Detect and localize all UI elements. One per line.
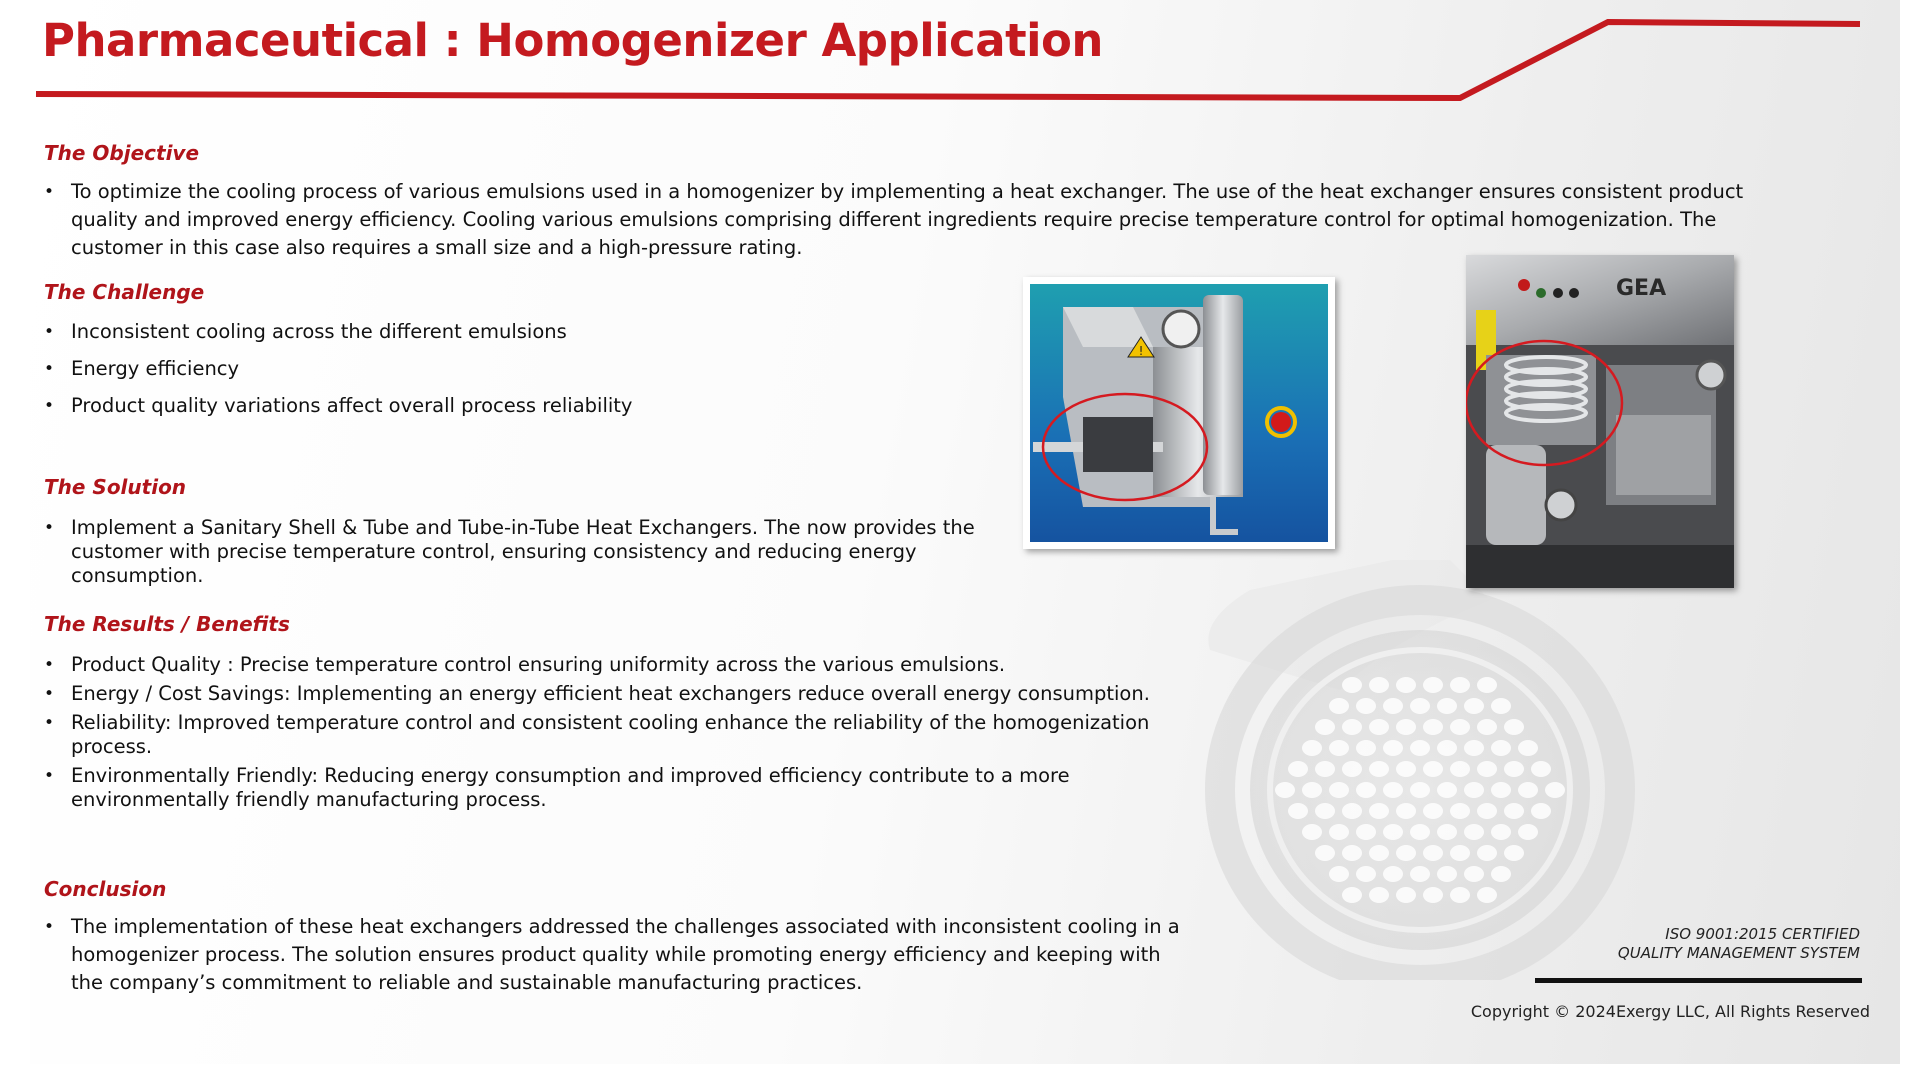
- results-bullet: • Energy / Cost Savings: Implementing an energy efficient heat exchangers reduce overall energy consumption.: [44, 682, 1164, 706]
- tube-hole: [1288, 761, 1308, 777]
- tube-hole: [1423, 761, 1443, 777]
- objective-heading: The Objective: [44, 141, 200, 165]
- tube-hole: [1464, 740, 1484, 756]
- tube-hole: [1450, 761, 1470, 777]
- solution-list: [44, 516, 1029, 588]
- tube-hole: [1356, 866, 1376, 882]
- tube-hole: [1329, 824, 1349, 840]
- tube-hole: [1423, 887, 1443, 903]
- tube-hole: [1369, 677, 1389, 693]
- tube-hole: [1423, 803, 1443, 819]
- tube-hole: [1477, 803, 1497, 819]
- tube-hole: [1491, 782, 1511, 798]
- tube-hole: [1518, 782, 1538, 798]
- tube-hole: [1491, 866, 1511, 882]
- challenge-list: [44, 318, 944, 420]
- solution-heading: The Solution: [44, 475, 187, 499]
- tube-hole: [1356, 740, 1376, 756]
- tube-hole: [1504, 761, 1524, 777]
- page-title: Pharmaceutical : Homogenizer Application: [42, 14, 1103, 67]
- tube-hole: [1437, 824, 1457, 840]
- tube-hole: [1342, 845, 1362, 861]
- gea-homogenizer-photo: [1466, 255, 1734, 588]
- tube-hole: [1437, 698, 1457, 714]
- tube-hole: [1369, 803, 1389, 819]
- challenge-bullet: • Product quality variations affect overall process reliability: [44, 392, 944, 420]
- tube-hole: [1369, 845, 1389, 861]
- results-list: [44, 653, 1164, 812]
- tube-hole: [1477, 887, 1497, 903]
- tube-hole: [1464, 698, 1484, 714]
- conclusion-list: [44, 913, 1184, 997]
- challenge-bullet: • Energy efficiency: [44, 355, 944, 383]
- tube-hole: [1369, 719, 1389, 735]
- challenge-bullet: • Inconsistent cooling across the different emulsions: [44, 318, 944, 346]
- tube-hole: [1504, 719, 1524, 735]
- tube-hole: [1302, 740, 1322, 756]
- tube-hole: [1410, 740, 1430, 756]
- tube-hole: [1396, 803, 1416, 819]
- footer-divider: [1535, 978, 1862, 983]
- gea-homogenizer-illustration: [1466, 255, 1734, 588]
- tube-hole: [1329, 866, 1349, 882]
- cert-line-2: QUALITY MANAGEMENT SYSTEM: [1617, 944, 1860, 962]
- tube-hole: [1396, 719, 1416, 735]
- tube-hole: [1410, 866, 1430, 882]
- tube-hole: [1342, 677, 1362, 693]
- tube-hole: [1410, 698, 1430, 714]
- solution-bullet: • Implement a Sanitary Shell & Tube and Tube-in-Tube Heat Exchangers. The now provides the customer with precise temperature control, ensuring consistency and reducing energy consumption.: [44, 516, 1029, 588]
- tube-hole: [1383, 698, 1403, 714]
- tube-hole: [1504, 845, 1524, 861]
- tube-hole: [1342, 887, 1362, 903]
- tube-hole: [1356, 824, 1376, 840]
- tube-hole: [1464, 782, 1484, 798]
- tube-hole: [1423, 845, 1443, 861]
- tube-hole: [1356, 782, 1376, 798]
- tube-hole: [1315, 761, 1335, 777]
- tube-hole: [1504, 803, 1524, 819]
- tube-hole: [1518, 824, 1538, 840]
- tube-hole: [1423, 719, 1443, 735]
- tube-hole: [1477, 845, 1497, 861]
- tube-hole: [1342, 719, 1362, 735]
- tube-hole: [1275, 782, 1295, 798]
- tube-hole: [1491, 824, 1511, 840]
- tube-hole: [1545, 782, 1565, 798]
- tube-hole: [1410, 824, 1430, 840]
- tube-hole: [1302, 782, 1322, 798]
- tube-hole: [1450, 719, 1470, 735]
- tube-hole: [1450, 887, 1470, 903]
- tube-hole: [1423, 677, 1443, 693]
- tube-hole: [1315, 803, 1335, 819]
- tube-hole: [1464, 866, 1484, 882]
- tube-hole: [1356, 698, 1376, 714]
- challenge-heading: The Challenge: [44, 280, 205, 304]
- results-bullet: • Product Quality : Precise temperature control ensuring uniformity across the various emulsions.: [44, 653, 1164, 677]
- tube-hole: [1302, 824, 1322, 840]
- objective-bullet: • To optimize the cooling process of various emulsions used in a homogenizer by implementing a heat exchanger. The use of the heat exchanger ensures consistent product quality and improved energy efficiency. Cooling various emulsions comprising different ingredients require precise temperature control for optimal homogenization. The customer in this case also requires a small size and a high-pressure rating.: [44, 178, 1784, 262]
- tube-hole: [1396, 887, 1416, 903]
- tube-hole: [1464, 824, 1484, 840]
- objective-list: [44, 178, 1784, 262]
- tube-hole: [1315, 719, 1335, 735]
- tube-hole: [1437, 740, 1457, 756]
- cert-line-1: ISO 9001:2015 CERTIFIED: [1665, 925, 1860, 943]
- tube-hole: [1437, 782, 1457, 798]
- copyright-notice: Copyright © 2024Exergy LLC, All Rights Reserved: [1470, 1002, 1870, 1021]
- tube-hole: [1329, 782, 1349, 798]
- tube-hole: [1342, 803, 1362, 819]
- tube-hole: [1450, 677, 1470, 693]
- tube-hole: [1383, 866, 1403, 882]
- tube-hole: [1450, 845, 1470, 861]
- results-heading: The Results / Benefits: [44, 612, 290, 636]
- tube-hole: [1369, 761, 1389, 777]
- tube-hole: [1383, 824, 1403, 840]
- tube-hole: [1477, 677, 1497, 693]
- tube-hole: [1396, 677, 1416, 693]
- tube-hole: [1315, 845, 1335, 861]
- gea-logo-text: GEA: [1616, 276, 1667, 301]
- slide: [30, 0, 1900, 1064]
- homogenizer-illustration: [1023, 277, 1335, 549]
- tube-hole: [1410, 782, 1430, 798]
- tube-hole: [1491, 740, 1511, 756]
- tube-hole: [1518, 740, 1538, 756]
- results-bullet: • Reliability: Improved temperature control and consistent cooling enhance the reliability of the homogenization process.: [44, 711, 1164, 759]
- homogenizer-photo-small: [1023, 277, 1335, 549]
- tube-hole: [1450, 803, 1470, 819]
- tube-hole: [1288, 803, 1308, 819]
- tube-hole: [1396, 761, 1416, 777]
- tube-hole: [1477, 761, 1497, 777]
- heat-exchanger-watermark: [1190, 560, 1690, 980]
- svg-text:!: !: [1138, 344, 1144, 358]
- iso-certification: [1618, 925, 1860, 963]
- tube-hole: [1531, 803, 1551, 819]
- tube-hole: [1383, 782, 1403, 798]
- tube-hole: [1329, 698, 1349, 714]
- tube-hole: [1369, 887, 1389, 903]
- tube-hole: [1437, 866, 1457, 882]
- tube-hole: [1342, 761, 1362, 777]
- tube-hole: [1477, 719, 1497, 735]
- results-bullet: • Environmentally Friendly: Reducing energy consumption and improved efficiency contribute to a more environmentally friendly manufacturing process.: [44, 764, 1164, 812]
- conclusion-bullet: • The implementation of these heat exchangers addressed the challenges associated with inconsistent cooling in a homogenizer process. The solution ensures product quality while promoting energy efficiency and keeping with the company’s commitment to reliable and sustainable manufacturing practices.: [44, 913, 1184, 997]
- tube-hole: [1491, 698, 1511, 714]
- conclusion-heading: Conclusion: [44, 877, 167, 901]
- tube-hole: [1383, 740, 1403, 756]
- tube-hole: [1531, 761, 1551, 777]
- tube-hole: [1396, 845, 1416, 861]
- tube-hole: [1329, 740, 1349, 756]
